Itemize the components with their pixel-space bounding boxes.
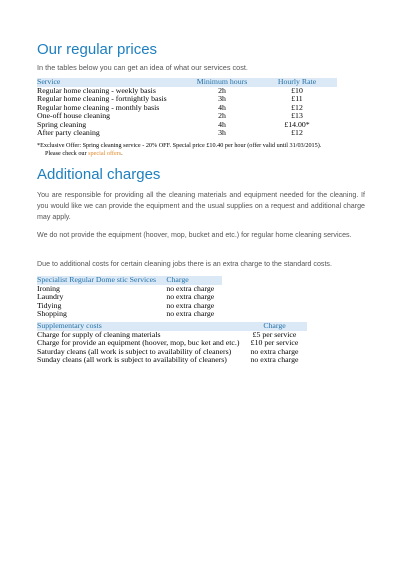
- paragraph-responsibility: You are responsible for providing all the cleaning materials and equipment needed for the cleaning. If you would like we can provide the equipment and the usual supplies on a request and additional charge may apply.: [37, 191, 365, 221]
- service-cell: Ironing: [37, 284, 60, 293]
- table-row: [37, 129, 337, 137]
- regular-prices-intro: In the tables below you can get an idea of what our services cost.: [37, 63, 248, 72]
- rate-cell: £10: [291, 86, 303, 95]
- service-cell: Regular home cleaning - fortnightly basis: [37, 94, 167, 104]
- charge-cell: no extra charge: [166, 300, 215, 310]
- service-cell: Laundry: [37, 292, 64, 302]
- paragraph-extra-costs: Due to additional costs for certain cleaning jobs there is an extra charge to the standard costs.: [37, 260, 332, 268]
- offer-note-suffix: .: [121, 149, 123, 157]
- service-cell: One-off house cleaning: [37, 111, 111, 121]
- charge-cell: no extra charge: [250, 355, 299, 365]
- charge-cell: £5 per service: [252, 330, 297, 339]
- service-cell: After party cleaning: [37, 128, 100, 138]
- column-header-charge: Charge: [166, 276, 222, 285]
- rate-cell: £14.00*: [284, 119, 310, 129]
- rate-cell: £12: [291, 102, 303, 112]
- regular-prices-table: [37, 78, 337, 137]
- hours-cell: 4h: [218, 102, 226, 112]
- hours-cell: 2h: [218, 86, 226, 95]
- service-cell: Shopping: [37, 309, 67, 319]
- charge-cell: no extra charge: [166, 309, 215, 319]
- regular-prices-heading: Our regular prices: [37, 41, 158, 58]
- column-header-hourly-rate: Hourly Rate: [257, 78, 337, 87]
- column-header-charge: Charge: [242, 322, 307, 331]
- column-header-supplementary-costs: Supplementary costs: [37, 322, 242, 331]
- column-header-service: Service: [37, 78, 187, 87]
- service-cell: Spring cleaning: [37, 119, 87, 129]
- rate-cell: £11: [291, 94, 303, 104]
- hours-cell: 3h: [218, 94, 226, 104]
- charge-cell: no extra charge: [166, 292, 215, 302]
- rate-cell: £13: [291, 111, 303, 121]
- offer-note-line-2: [37, 150, 337, 158]
- table-row: [37, 310, 222, 318]
- cost-cell: Charge for supply of cleaning materials: [37, 330, 161, 339]
- cost-cell: Saturday cleans (all work is subject to availability of cleaners): [37, 346, 232, 356]
- additional-charges-heading: Additional charges: [37, 166, 161, 183]
- hours-cell: 2h: [218, 111, 226, 121]
- service-cell: Regular home cleaning - monthly basis: [37, 102, 160, 112]
- specialist-services-table: [37, 276, 222, 319]
- hours-cell: 4h: [218, 119, 226, 129]
- hours-cell: 3h: [218, 128, 226, 138]
- service-cell: Regular home cleaning - weekly basis: [37, 86, 156, 95]
- column-header-minimum-hours: Minimum hours: [187, 78, 257, 87]
- supplementary-costs-table: [37, 322, 307, 365]
- column-header-specialist-services: Specialist Regular Dome stic Services: [37, 276, 166, 285]
- offer-note-prefix: Please check our: [45, 149, 89, 157]
- cost-cell: Sunday cleans (all work is subject to availability of cleaners): [37, 355, 227, 365]
- offer-note: [37, 142, 337, 157]
- charge-cell: no extra charge: [166, 284, 215, 293]
- charge-cell: no extra charge: [250, 346, 299, 356]
- cost-cell: Charge for provide an equipment (hoover, mop, buc ket and etc.): [37, 338, 240, 348]
- special-offers-link[interactable]: special offers: [88, 149, 122, 157]
- rate-cell: £12: [291, 128, 303, 138]
- paragraph-equipment: We do not provide the equipment (hoover, mop, bucket and etc.) for regular home cleaning services.: [37, 231, 352, 239]
- charge-cell: £10 per service: [250, 338, 299, 348]
- table-row: [37, 356, 307, 364]
- service-cell: Tidying: [37, 300, 62, 310]
- offer-note-line: *Exclusive Offer: Spring cleaning service - 20% OFF. Special price £10.40 per hour (offer valid until 31/03/2015).: [37, 142, 322, 149]
